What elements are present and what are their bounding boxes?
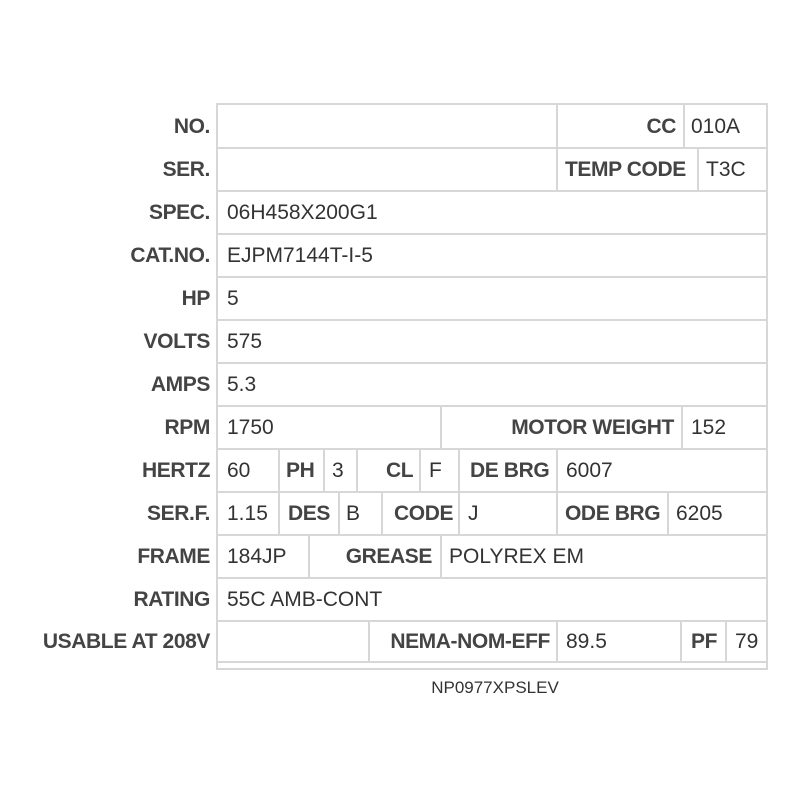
ser-f-value: 1.15	[227, 502, 268, 525]
grid-line	[381, 491, 383, 535]
ser-label: SER.	[162, 158, 210, 181]
rpm-label: RPM	[164, 416, 210, 439]
grid-line	[458, 448, 460, 492]
grid-line	[667, 491, 669, 535]
grid-line	[217, 319, 767, 321]
grid-line	[278, 448, 280, 492]
de-brg-label: DE BRG	[470, 459, 550, 482]
grid-line	[766, 103, 768, 670]
hertz-value: 60	[227, 459, 251, 482]
grease-value: POLYREX EM	[449, 545, 584, 568]
hp-value: 5	[227, 287, 239, 310]
grid-line	[308, 534, 310, 578]
pf-label: PF	[691, 630, 718, 653]
cat-no-value: EJPM7144T-I-5	[227, 244, 373, 267]
grid-line	[683, 103, 685, 148]
des-label: DES	[288, 502, 330, 525]
motor-weight-value: 152	[691, 416, 727, 439]
grid-line	[556, 620, 558, 662]
rating-label: RATING	[133, 588, 210, 611]
grid-line	[217, 362, 767, 364]
motor-weight-label: MOTOR WEIGHT	[511, 416, 674, 439]
grid-line	[725, 620, 727, 662]
ode-brg-label: ODE BRG	[565, 502, 661, 525]
grease-label: GREASE	[345, 545, 432, 568]
grid-line	[556, 103, 558, 191]
grid-line	[338, 491, 340, 535]
code-value: J	[468, 502, 479, 525]
ph-label: PH	[286, 459, 315, 482]
ode-brg-value: 6205	[676, 502, 723, 525]
spec-value: 06H458X200G1	[227, 201, 378, 224]
grid-line	[216, 103, 218, 670]
amps-value: 5.3	[227, 373, 257, 396]
cl-label: CL	[386, 459, 414, 482]
grid-line	[440, 405, 442, 449]
ph-value: 3	[332, 459, 344, 482]
grid-line	[323, 448, 325, 492]
nema-nom-eff-value: 89.5	[566, 630, 607, 653]
ser-f-label: SER.F.	[147, 502, 210, 525]
grid-line	[356, 448, 358, 492]
cl-value: F	[429, 459, 442, 482]
grid-line	[680, 620, 682, 662]
grid-line	[440, 534, 442, 578]
cc-label: CC	[646, 115, 676, 138]
usable-at-208v-label: USABLE AT 208V	[42, 630, 210, 653]
hertz-label: HERTZ	[142, 459, 210, 482]
de-brg-value: 6007	[566, 459, 613, 482]
grid-line	[681, 405, 683, 449]
grid-line	[697, 147, 699, 191]
no-label: NO.	[173, 115, 210, 138]
grid-line	[556, 448, 558, 492]
grid-line	[419, 448, 421, 492]
frame-value: 184JP	[227, 545, 287, 568]
part-number: NP0977XPSLEV	[431, 678, 559, 697]
pf-value: 79	[735, 630, 759, 653]
rating-value: 55C AMB-CONT	[227, 588, 383, 611]
grid-line	[458, 491, 460, 535]
nema-nom-eff-label: NEMA-NOM-EFF	[390, 630, 550, 653]
frame-label: FRAME	[137, 545, 210, 568]
volts-value: 575	[227, 330, 263, 353]
temp-code-value: T3C	[706, 158, 746, 181]
spec-label: SPEC.	[148, 201, 210, 224]
temp-code-label: TEMP CODE	[565, 158, 686, 181]
cc-value: 010A	[691, 115, 741, 138]
grid-line	[217, 668, 767, 670]
des-value: B	[346, 502, 361, 525]
volts-label: VOLTS	[143, 330, 210, 353]
hp-label: HP	[181, 287, 210, 310]
code-label: CODE	[394, 502, 454, 525]
grid-line	[368, 620, 370, 662]
amps-label: AMPS	[150, 373, 210, 396]
rpm-value: 1750	[227, 416, 274, 439]
grid-line	[556, 491, 558, 535]
cat-no-label: CAT.NO.	[130, 244, 210, 267]
grid-line	[278, 491, 280, 535]
